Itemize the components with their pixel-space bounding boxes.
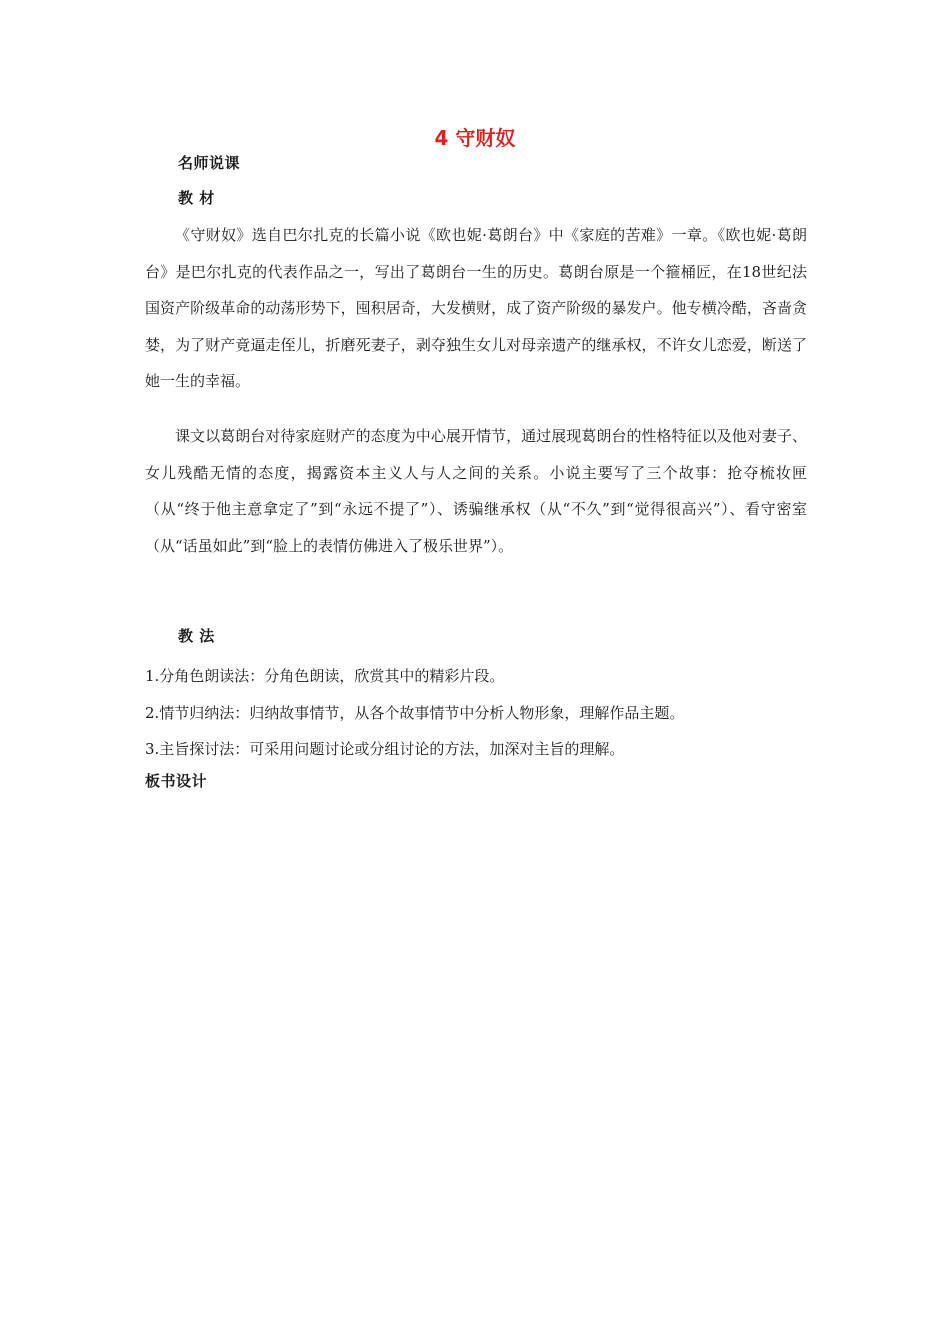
- method-item-3: 3.主旨探讨法：可采用问题讨论或分组讨论的方法，加深对主旨的理解。: [145, 740, 625, 758]
- material-heading: 教 材: [178, 189, 215, 207]
- method-item-2: 2.情节归纳法：归纳故事情节，从各个故事情节中分析人物形象，理解作品主题。: [145, 703, 685, 722]
- section-heading: 名师说课: [178, 154, 241, 172]
- method-list: [145, 658, 684, 768]
- method-item-1: 1.分角色朗读法：分角色朗读，欣赏其中的精彩片段。: [145, 667, 505, 685]
- method-heading: 教 法: [178, 627, 215, 645]
- material-paragraph-1: 《守财奴》选自巴尔扎克的长篇小说《欧也妮·葛朗台》中《家庭的苦难》一章。《欧也妮·葛朗台》是巴尔扎克的代表作品之一，写出了葛朗台一生的历史。葛朗台原是一个箍桶匠，在18世纪法国资产阶级革命的动荡形势下，囤积居奇，大发横财，成了资产阶级的暴发户。他专横冷酷，吝啬贪婪，为了财产竟逼走侄儿，折磨死妻子，剥夺独生女儿对母亲遗产的继承权，不许女儿恋爱，断送了她一生的幸福。: [145, 226, 807, 390]
- board-design-heading: 板书设计: [145, 772, 208, 790]
- document-title: 4 守财奴: [434, 126, 516, 150]
- material-paragraph-2: 课文以葛朗台对待家庭财产的态度为中心展开情节，通过展现葛朗台的性格特征以及他对妻子、女儿残酷无情的态度，揭露资本主义人与人之间的关系。小说主要写了三个故事：抢夺梳妆匣（从“终于他主意拿定了”到“永远不提了”）、诱骗继承权（从“不久”到“觉得很高兴”）、看守密室（从“话虽如此”到“脸上的表情仿佛进入了极乐世界”）。: [145, 427, 807, 555]
